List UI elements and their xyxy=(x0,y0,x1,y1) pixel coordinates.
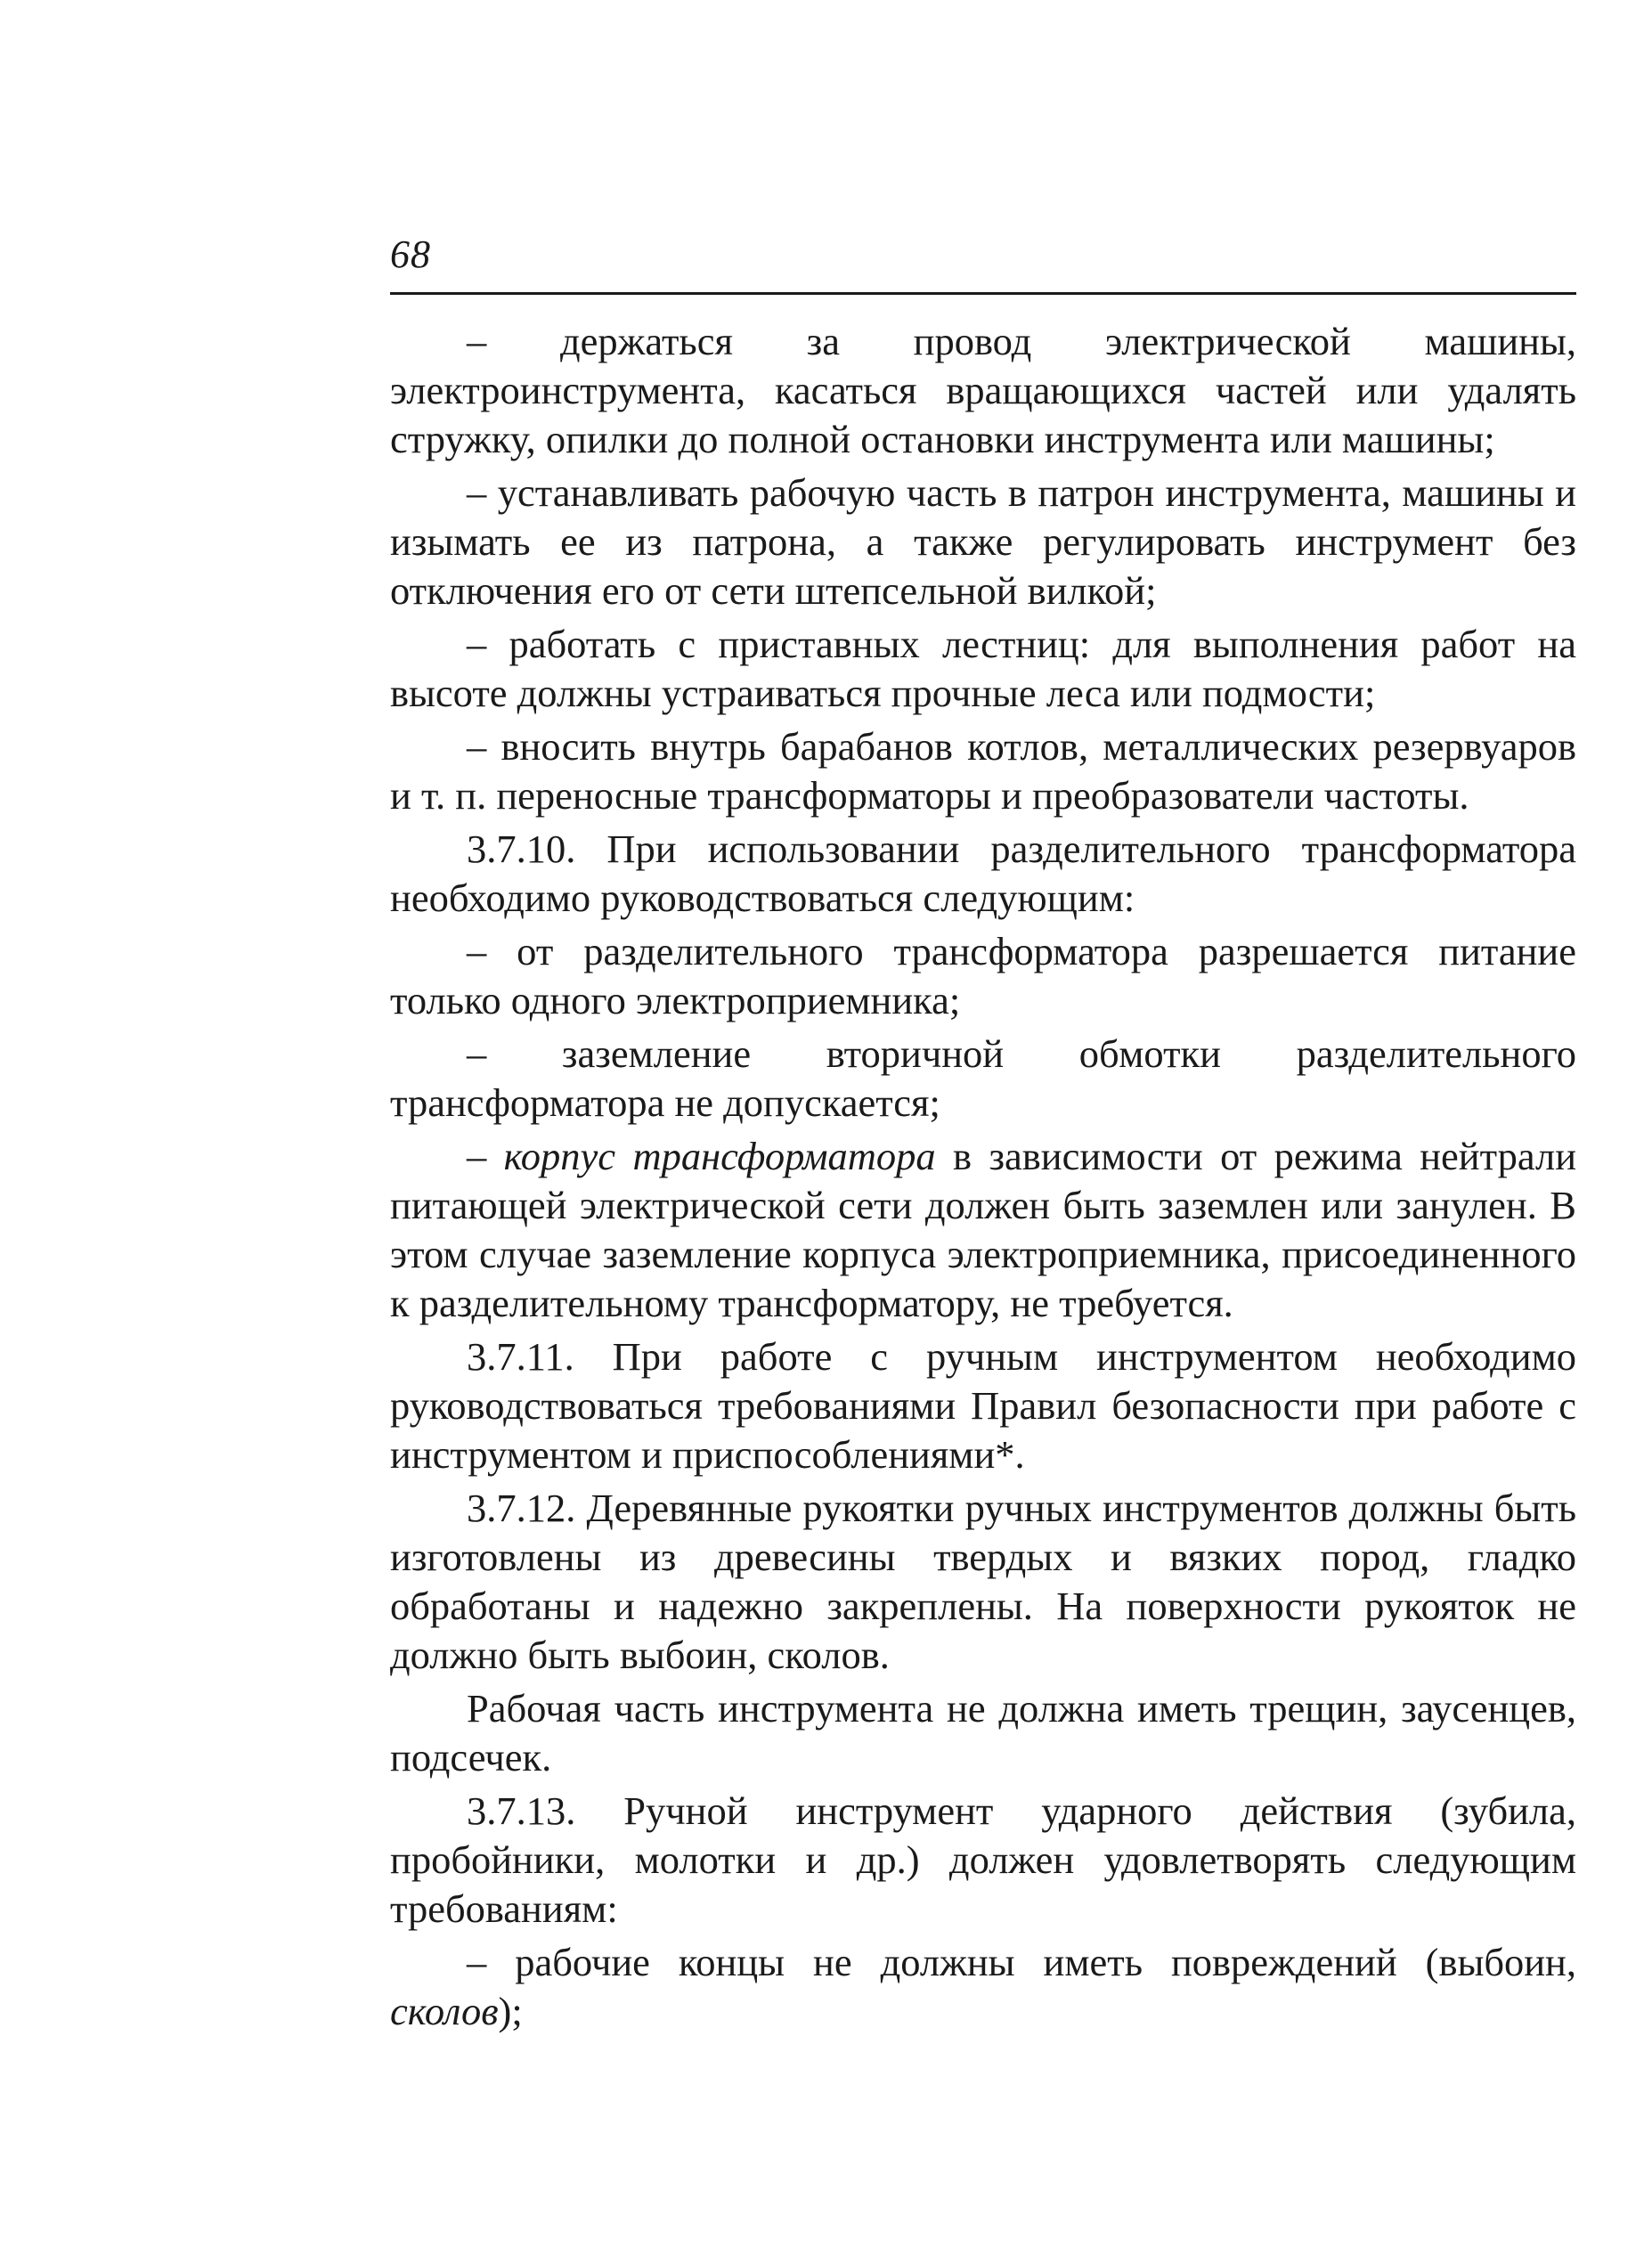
paragraph-text: – держаться за провод электрической машины, электроинструмента, касаться вращающихся частей или удалять стружку, опилки до полной остановки инструмента или машины; xyxy=(390,319,1576,461)
paragraph-text: в зависимости от режима нейтрали питающей электрической сети должен быть заземлен или занулен. В этом случае заземление корпуса электроприемника, присоединенного к разделительному трансформатору, не требуется. xyxy=(390,1134,1577,1325)
paragraph xyxy=(390,722,1576,820)
paragraph-lead: – xyxy=(467,1134,504,1178)
paragraph xyxy=(390,927,1576,1025)
paragraph-text: Рабочая часть инструмента не должна иметь трещин, заусенцев, подсечек. xyxy=(390,1686,1576,1780)
paragraph-text: – рабочие концы не должны иметь повреждений (выбоин, xyxy=(467,1940,1576,1984)
paragraph xyxy=(390,1484,1576,1680)
paragraph-text: – работать с приставных лестниц: для выполнения работ на высоте должны устраиваться прочные леса или подмости; xyxy=(390,622,1576,715)
paragraph-tail: ); xyxy=(498,1989,523,2033)
paragraph-emphasis: корпус трансформатора xyxy=(503,1134,936,1178)
paragraph xyxy=(390,620,1576,718)
paragraph xyxy=(390,1938,1576,2036)
paragraph-text: – вносить внутрь барабанов котлов, металлических резервуаров и т. п. переносные трансформаторы и преобразователи частоты. xyxy=(390,724,1576,818)
paragraph xyxy=(390,825,1576,923)
paragraph-text: 3.7.12. Деревянные рукоятки ручных инструментов должны быть изготовлены из древесины твердых и вязких пород, гладко обработаны и надежно закреплены. На поверхности рукояток не должно быть выбоин, сколов. xyxy=(390,1486,1576,1677)
paragraph-text: – от разделительного трансформатора разрешается питание только одного электроприемника; xyxy=(390,929,1576,1022)
page-header xyxy=(390,233,1576,276)
paragraph-text: 3.7.13. Ручной инструмент ударного действия (зубила, пробойники, молотки и др.) должен удовлетворять следующим требованиям: xyxy=(390,1788,1576,1931)
paragraph xyxy=(390,1684,1576,1782)
page-text xyxy=(390,317,1576,2040)
paragraph-text: 3.7.10. При использовании разделительного трансформатора необходимо руководствоваться следующим: xyxy=(390,827,1576,920)
paragraph xyxy=(390,317,1576,464)
paragraph xyxy=(390,1132,1576,1328)
paragraph xyxy=(390,1787,1576,1934)
paragraph-text: – заземление вторичной обмотки разделительного трансформатора не допускается; xyxy=(390,1031,1576,1125)
paragraph-emphasis: сколов xyxy=(390,1989,499,2033)
paragraph-text: 3.7.11. При работе с ручным инструментом необходимо руководствоваться требованиями Правил безопасности при работе с инструментом и приспособлениями*. xyxy=(390,1334,1576,1477)
paragraph xyxy=(390,468,1576,615)
paragraph xyxy=(390,1332,1576,1479)
header-rule xyxy=(390,292,1576,295)
paragraph-text: – устанавливать рабочую часть в патрон инструмента, машины и изымать ее из патрона, а также регулировать инструмент без отключения его от сети штепсельной вилкой; xyxy=(390,470,1576,613)
page-number: 68 xyxy=(390,232,431,276)
paragraph xyxy=(390,1030,1576,1128)
